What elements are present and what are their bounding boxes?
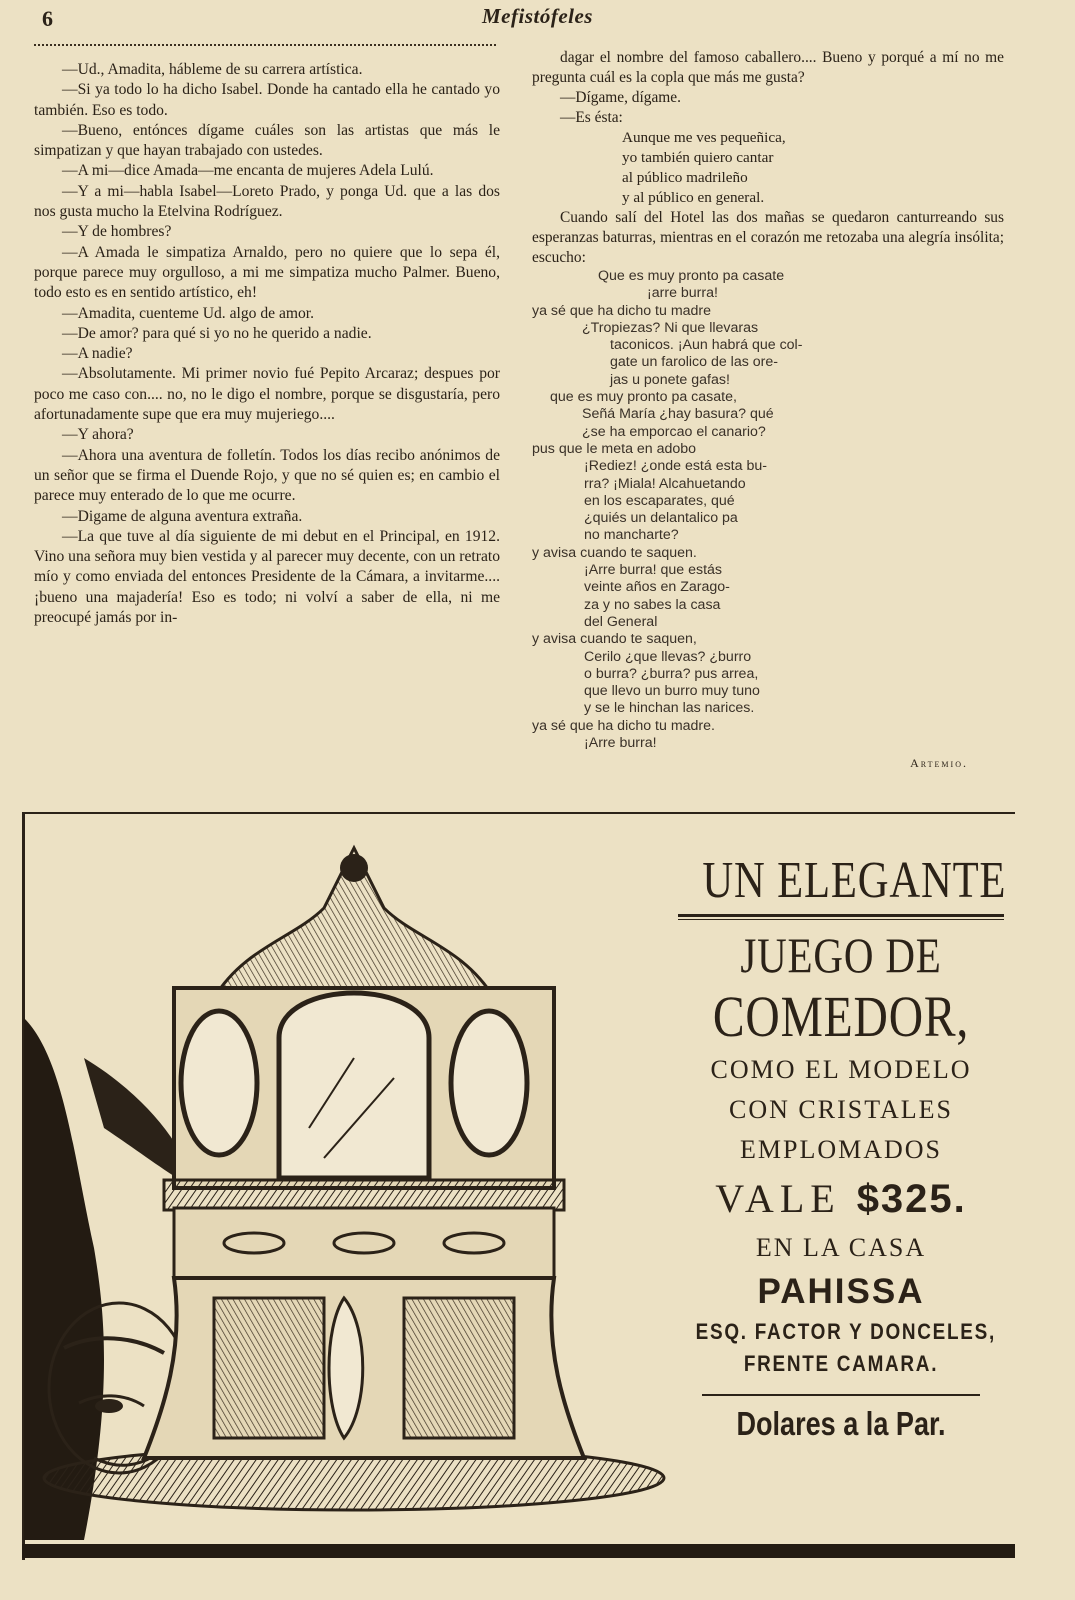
- song-line: za y no sabes la casa: [584, 596, 721, 613]
- song-line: en los escaparates, qué: [584, 492, 735, 509]
- article-paragraph: —Amadita, cuenteme Ud. algo de amor.: [62, 304, 315, 322]
- article-paragraph: —A nadie?: [62, 345, 133, 363]
- article-paragraph: —Dígame, dígame.: [560, 89, 681, 106]
- right-intro: [532, 48, 1004, 128]
- right-column: [532, 48, 1004, 771]
- article-paragraph: —Ud., Amadita, hábleme de su carrera artística.: [62, 61, 363, 78]
- song-line: ¡arre burra!: [647, 285, 718, 302]
- song-line: ya sé que ha dicho tu madre: [532, 302, 712, 319]
- article-paragraph: —Es ésta:: [560, 109, 623, 126]
- dotted-rule: [34, 44, 496, 46]
- song-lyrics: [532, 268, 1004, 752]
- ad-footer: Dolares a la Par.: [736, 1405, 946, 1442]
- left-column: [34, 60, 500, 628]
- article-paragraph: —Y de hombres?: [62, 223, 172, 241]
- article-paragraph: dagar el nombre del famoso caballero.... Bueno y porqué a mí no me pregunta cuál es la copla que más me gusta?: [532, 49, 1004, 86]
- song-line: ¿quiés un delantalico pa: [584, 510, 738, 527]
- page-number: 6: [42, 6, 53, 31]
- ad-price-line: [672, 1170, 1010, 1228]
- song-line: del General: [584, 613, 658, 630]
- advertisement-text: [672, 852, 1010, 1448]
- article-paragraph: —Ahora una aventura de folletín. Todos los días recibo anónimos de un señor que se firma el Duende Rojo, y que no sé quien es; en cambio el parece muy enterado de lo que me ocurre.: [34, 446, 500, 505]
- ad-line-model: COMO EL MODELO: [710, 1055, 972, 1084]
- article-paragraph: —Absolutamente. Mi primer novio fué Pepito Arcaraz; despues por poco me caso con.... no, no le digo el nombre, porque se disgustaría, pero afortunadamente supe que era muy mujeriego....: [34, 365, 500, 424]
- article-paragraph: —Bueno, entónces dígame cuáles son las artistas que más le simpatizan y que hayan trabajado con ustedes.: [34, 121, 500, 160]
- ad-address-line-1: ESQ. FACTOR Y DONCELES,: [695, 1319, 996, 1344]
- song-line: taconicos. ¡Aun habrá que col-: [610, 337, 803, 354]
- article-paragraph: —Si ya todo lo ha dicho Isabel. Donde ha cantado ella he cantado yo también. Eso es todo.: [34, 81, 500, 119]
- song-line: rra? ¡Miala! Alcahuetando: [584, 475, 746, 492]
- ad-address-line-2: FRENTE CAMARA.: [743, 1351, 939, 1376]
- song-line: veinte años en Zarago-: [584, 579, 730, 596]
- ad-line-leaded: EMPLOMADOS: [739, 1135, 943, 1164]
- song-line: no mancharte?: [584, 527, 679, 544]
- narration-paragraph: Cuando salí del Hotel las dos mañas se quedaron canturreando sus esperanzas baturras, mientras en el corazón me retozaba una alegría insólita; escucho:: [532, 209, 1004, 266]
- article-paragraph: —A mi—dice Amada—me encanta de mujeres Adela Lulú.: [62, 162, 434, 180]
- song-line: y avisa cuando te saquen,: [532, 631, 697, 648]
- song-line: o burra? ¿burra? pus arrea,: [584, 665, 759, 682]
- song-line: y avisa cuando te saquen.: [532, 544, 697, 561]
- article-paragraph: —La que tuve al día siguiente de mi debut en el Principal, en 1912. Vino una señora muy bien vestida y al parecer muy decente, con un retrato mío y como enviada del entonces Presidente de la Cámara, a invitarme.... ¡bueno una majadería! Eso es todo; ni volví a saber de ella, ni me preocupé jamás por in-: [34, 527, 500, 627]
- song-line: pus que le meta en adobo: [532, 440, 697, 457]
- song-line: Cerilo ¿que llevas? ¿burro: [584, 648, 752, 665]
- article-paragraph: —Y a mi—habla Isabel—Loreto Prado, y ponga Ud. que a las dos nos gusta mucho la Etelvina Rodríguez.: [34, 182, 500, 221]
- article-paragraph: —De amor? para qué si yo no he querido a nadie.: [62, 324, 372, 342]
- song-line: ¿se ha emporcao el canario?: [582, 423, 766, 440]
- verse-line: y al público en general.: [622, 189, 765, 206]
- ad-line-glass: CON CRISTALES: [729, 1095, 953, 1124]
- ad-store-name: PAHISSA: [757, 1272, 925, 1311]
- ad-double-rule: [678, 914, 1004, 920]
- ad-headline-line-2: JUEGO DE: [740, 927, 942, 983]
- ad-price: $325.: [856, 1177, 967, 1221]
- sideboard: [44, 848, 664, 1510]
- song-line: Señá María ¿hay basura? qué: [582, 406, 774, 423]
- dining-sideboard-illustration: [24, 828, 674, 1540]
- song-line: y se le hinchan las narices.: [584, 700, 755, 717]
- song-line: jas u ponete gafas!: [610, 371, 730, 388]
- verse-line: yo también quiero cantar: [622, 149, 774, 166]
- song-line: ya sé que ha dicho tu madre.: [532, 717, 715, 734]
- song-line: gate un farolico de las ore-: [610, 354, 778, 371]
- copla-verse: [532, 128, 1004, 208]
- ad-headline-line-3: COMEDOR,: [712, 984, 970, 1049]
- ad-bottom-bar: [22, 1544, 1015, 1558]
- song-line: que llevo un burro muy tuno: [584, 683, 760, 700]
- verse-line: al público madrileño: [622, 169, 748, 186]
- song-line: ¡Arre burra!: [584, 735, 657, 752]
- masthead-title: Mefistófeles: [482, 4, 593, 28]
- article-paragraph: —Digame de alguna aventura extraña.: [62, 507, 303, 525]
- song-line: que es muy pronto pa casate,: [550, 389, 737, 406]
- article-paragraph: —Y ahora?: [62, 426, 134, 444]
- ad-line-store-intro: EN LA CASA: [755, 1233, 927, 1262]
- author-signature: Artemio.: [910, 756, 968, 771]
- ad-headline-line-1: UN ELEGANTE: [702, 852, 1007, 909]
- ad-thin-rule: [702, 1394, 980, 1396]
- song-line: ¡Arre burra! que estás: [584, 562, 722, 579]
- song-line: Que es muy pronto pa casate: [598, 268, 785, 284]
- ad-price-prefix: VALE: [715, 1176, 841, 1221]
- article-paragraph: —A Amada le simpatiza Arnaldo, pero no quiere que lo sepa él, porque parece muy orgulloso, a mi me simpatiza mucho Palmer. Bueno, todo esto es en sentido artístico, eh!: [34, 243, 500, 302]
- verse-line: Aunque me ves pequeñica,: [622, 129, 786, 146]
- song-line: ¡Rediez! ¿onde está esta bu-: [584, 458, 767, 475]
- song-line: ¿Tropiezas? Ni que llevaras: [582, 319, 759, 336]
